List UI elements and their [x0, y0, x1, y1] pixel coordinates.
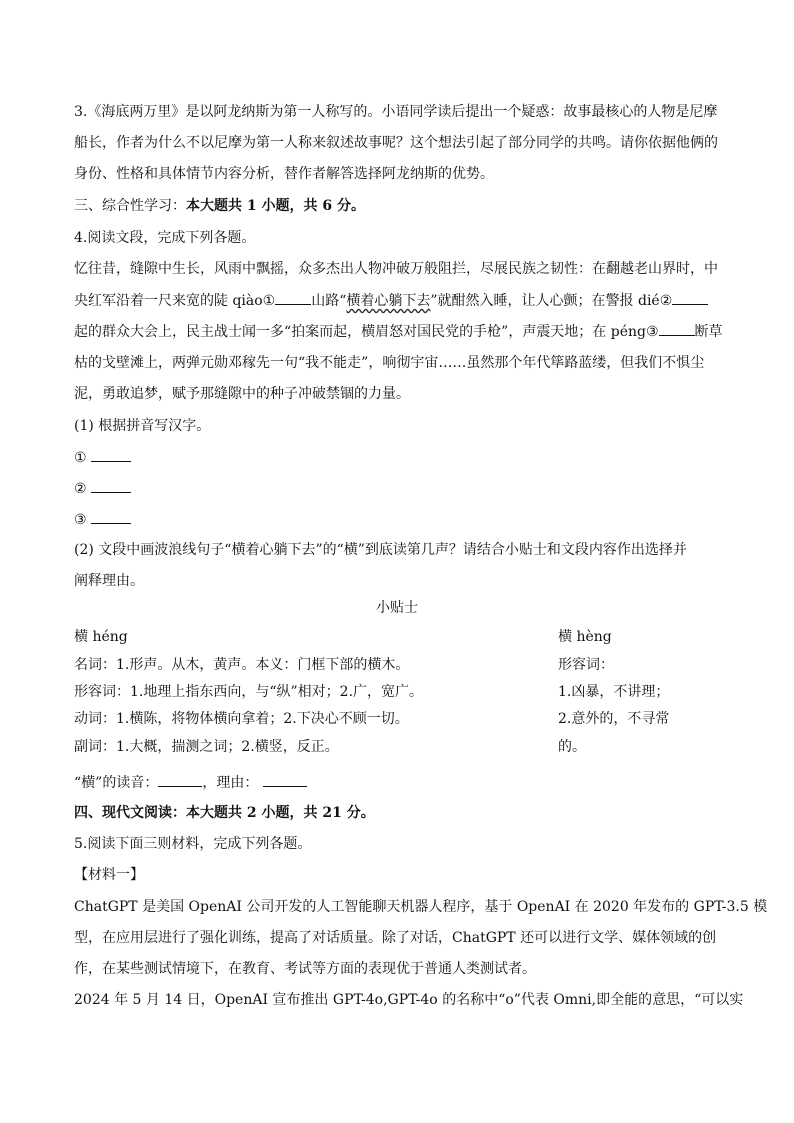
q3-line-3: 身份、性格和具体情节内容分析，替作者解答选择阿龙纳斯的优势。 [74, 166, 494, 182]
section4-prefix: 四、现代文阅读： [74, 805, 186, 821]
reading-blank[interactable] [158, 772, 202, 787]
q4-para-line-1: 忆往昔，缝隙中生长，风雨中飘摇，众多杰出人物冲破万般阻拦，尽展民族之韧性：在翻越老山界时，中 [74, 261, 718, 277]
m1-line-2: 型，在应用层进行了强化训练，提高了对话质量。除了对话，ChatGPT 还可以进行文学、媒体领域的创 [74, 930, 717, 946]
m1-line-1: ChatGPT 是美国 OpenAI 公司开发的人工智能聊天机器人程序，基于 OpenAI 在 2020 年发布的 GPT-3.5 模 [74, 899, 768, 915]
wavy-sentence: 横着心躺下去 [346, 293, 431, 309]
q4-p2a: 央红军沿着一尺来宽的陡 qiào① [74, 293, 276, 309]
q4-p2b: 山路“ [311, 293, 347, 309]
reason-blank[interactable] [263, 772, 307, 787]
tip-right-3: 2.意外的，不寻常 [558, 711, 670, 727]
answer-line-3 [74, 509, 131, 530]
m1-line-4: 2024 年 5 月 14 日，OpenAI 宣布推出 GPT-4o,GPT-4o 的名称中“o”代表 Omni,即全能的意思，“可以实 [74, 992, 744, 1008]
section3-bold: 本大题共 1 小题，共 6 分。 [186, 198, 365, 214]
tip-right-1: 形容词： [558, 657, 614, 673]
answer-label-1: ① [74, 450, 87, 466]
answer-label-2: ② [74, 481, 87, 497]
blank-1-inline[interactable] [275, 290, 311, 305]
answer-reason-label: ，理由： [202, 775, 259, 791]
q4-para-line-5: 泥，勇敢追梦，赋予那缝隙中的种子冲破禁锢的力量。 [74, 386, 410, 402]
q3-line-2: 船长，作者为什么不以尼摩为第一人称来叙述故事呢？这个想法引起了部分同学的共鸣。请你依据他俩的 [74, 135, 718, 151]
tip-right-4: 的。 [558, 739, 586, 755]
tip-left-3: 动词：1.横陈，将物体横向拿着；2.下决心不顾一切。 [74, 711, 409, 727]
q4-p2c: ”就酣然入睡，让人心颤；在警报 dié② [430, 293, 673, 309]
tip-left-4: 副词：1.大概，揣测之词；2.横竖，反正。 [74, 739, 339, 755]
answer-blank-2[interactable] [91, 478, 131, 493]
q5-title: 5.阅读下面三则材料，完成下列各题。 [74, 836, 312, 852]
q4-sub1: (1) 根据拼音写汉字。 [74, 418, 211, 434]
answer-blank-3[interactable] [91, 509, 131, 524]
answer-reading-label: “横”的读音： [74, 775, 159, 791]
tip-right-0: 横 hèng [558, 629, 612, 645]
q4-para-line-4: 枯的戈壁滩上，两弹元勋邓稼先一句“我不能走”，响彻宇宙……虽然那个年代筚路蓝缕，但我们不惧尘 [74, 355, 705, 371]
q3-line-1: 3.《海底两万里》是以阿龙纳斯为第一人称写的。小语同学读后提出一个疑惑：故事最核心的人物是尼摩 [74, 104, 718, 120]
blank-3-inline[interactable] [659, 321, 695, 336]
q4-title: 4.阅读文段，完成下列各题。 [74, 230, 256, 246]
q4-p3a: 起的群众大会上，民主战士闻一多“拍案而起，横眉怒对国民党的手枪”，声震天地；在 péng③ [74, 324, 659, 340]
section4-bold: 本大题共 2 小题，共 21 分。 [186, 805, 375, 821]
q4-para-line-2 [74, 290, 708, 311]
m1-line-3: 作，在某些测试情境下，在教育、考试等方面的表现优于普通人类测试者。 [74, 961, 536, 977]
section3-heading [74, 196, 365, 216]
tip-left-1: 名词：1.形声。从木，黄声。本义：门框下部的横木。 [74, 657, 410, 673]
tip-left-0: 横 héng [74, 629, 128, 645]
material1-label: 【材料一】 [74, 867, 144, 883]
pronunciation-answer-line [74, 772, 307, 793]
blank-2-inline[interactable] [672, 290, 708, 305]
answer-label-3: ③ [74, 512, 87, 528]
tip-title: 小贴士 [376, 600, 418, 616]
answer-blank-1[interactable] [91, 447, 131, 462]
answer-line-1 [74, 447, 131, 468]
tip-right-2: 1.凶暴，不讲理； [558, 684, 670, 700]
q4-sub2-line-1: (2) 文段中画波浪线句子“横着心躺下去”的“横”到底读第几声？请结合小贴士和文段内容作出选择并 [74, 542, 687, 558]
section4-heading [74, 803, 375, 823]
answer-line-2 [74, 478, 131, 499]
section3-prefix: 三、综合性学习： [74, 198, 186, 214]
q4-para-line-3 [74, 321, 723, 342]
tip-left-2: 形容词：1.地理上指东西向，与“纵”相对；2.广，宽广。 [74, 684, 424, 700]
q4-sub2-line-2: 阐释理由。 [74, 573, 144, 589]
q4-p3b: 断草 [694, 324, 723, 340]
